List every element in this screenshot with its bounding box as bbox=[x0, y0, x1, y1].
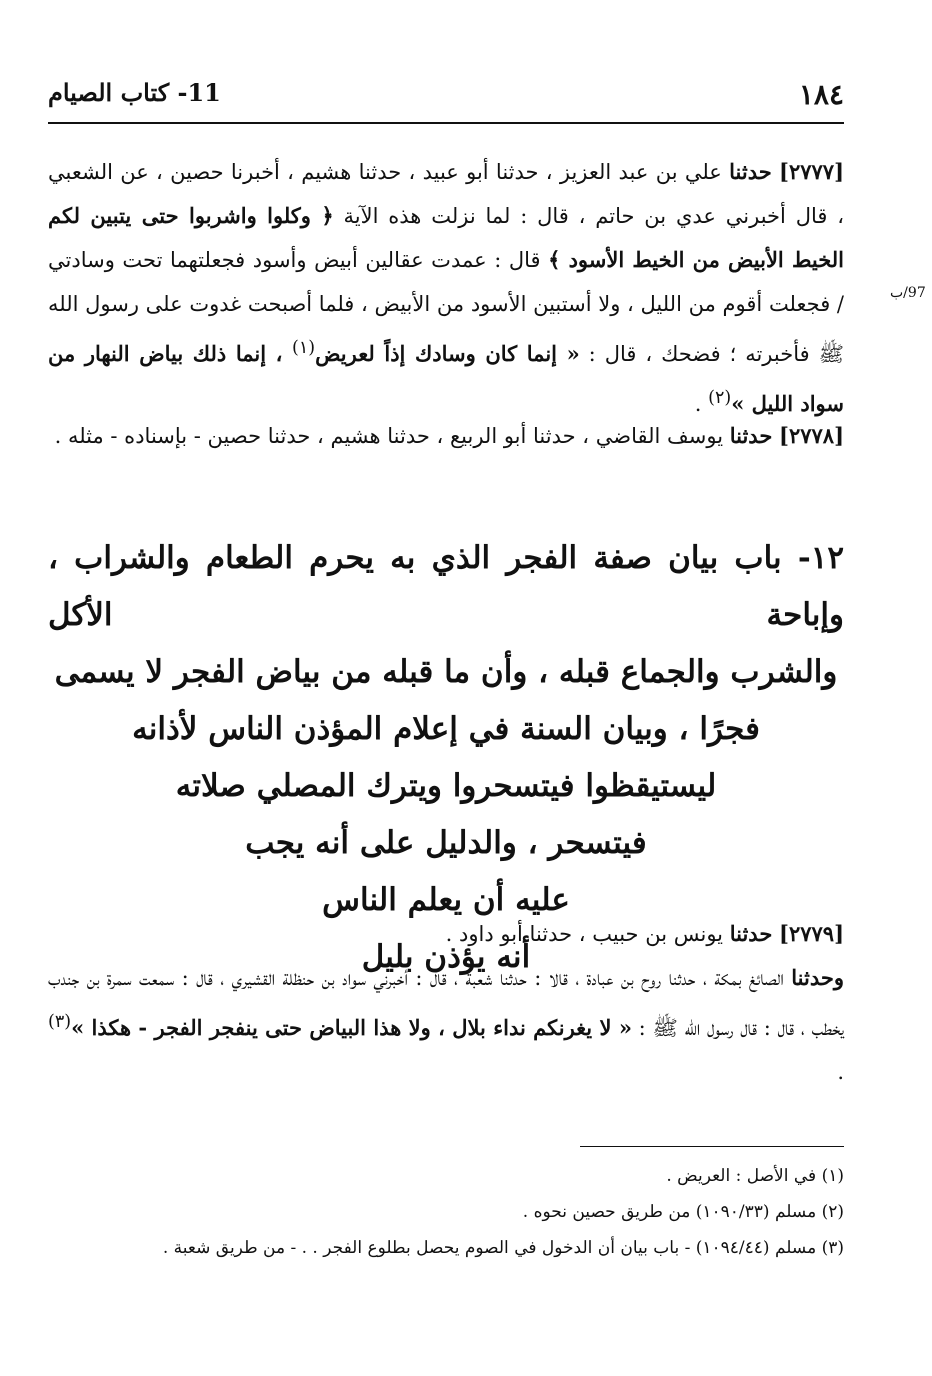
footnotes bbox=[48, 1158, 844, 1266]
footnote-ref-2: (٢) bbox=[708, 388, 732, 408]
chapter-heading-line: فيتسحر ، والدليل على أنه يجب bbox=[245, 825, 647, 861]
haddathana: حدثنا bbox=[729, 921, 773, 946]
chapter-heading-line: أنه يؤذن بليل bbox=[361, 939, 531, 975]
hadith-2777 bbox=[48, 150, 844, 426]
isnad-text: الصائغ بمكة ، حدثنا روح بن عبادة ، قالا : حدثنا شعبة ، قال : أخبرني سواد بن حنظلة القشيري ، قال : سمعت سمرة بن جندب يخطب ، قال : قال رسول الله ﷺ : bbox=[48, 966, 844, 1040]
hadith-text: يوسف القاضي ، حدثنا أبو الربيع ، حدثنا هشيم ، حدثنا حصين - بإسناده - مثله . bbox=[54, 424, 730, 448]
running-chapter-title: 11- كتاب الصيام bbox=[48, 78, 221, 107]
hadith-number: [٢٧٧٩] bbox=[779, 921, 844, 946]
margin-folio-note: 97/ب bbox=[890, 285, 926, 301]
header-rule bbox=[48, 122, 844, 124]
chapter-heading-line: فجرًا ، وبيان السنة في إعلام المؤذن الناس لأذانه bbox=[132, 711, 760, 747]
hadith-text: يونس بن حبيب ، حدثنا أبو داود . bbox=[445, 922, 730, 946]
prophetic-quote-cont: ، إنما ذلك بياض النهار من سواد الليل » bbox=[48, 341, 844, 416]
prophetic-quote: « لا يغرنكم نداء بلال ، ولا هذا البياض حتى ينفجر الفجر - هكذا » bbox=[71, 1015, 632, 1040]
matn-text: قال : عمدت عقالين أبيض وأسود فجعلتهما تحت وسادتي / فجعلت أقوم من الليل ، ولا أستبين الأسود من الأبيض ، فلما أصبحت غدوت على رسول الله ﷺ فأخبرته ؛ فضحك ، قال : bbox=[48, 248, 844, 366]
chapter-heading-line: ليستيقظوا فيتسحروا ويترك المصلي صلاته bbox=[175, 768, 717, 804]
hadith-number: [٢٧٧٧] bbox=[779, 159, 844, 184]
isnad-text: علي بن عبد العزيز ، حدثنا أبو عبيد ، حدثنا هشيم ، أخبرنا حصين ، عن الشعبي ، قال أخبرني عدي بن حاتم ، قال : لما نزلت هذه الآية bbox=[48, 160, 844, 228]
quranic-verse: ﴿ وكلوا واشربوا حتى يتبين لكم الخيط الأبيض من الخيط الأسود ﴾ bbox=[48, 203, 844, 272]
hadith-number: [٢٧٧٨] bbox=[779, 423, 844, 448]
page-number: ١٨٤ bbox=[798, 78, 844, 111]
wahaddathana: وحدثنا bbox=[791, 965, 844, 990]
hadith-2778 bbox=[48, 414, 844, 458]
chapter-heading-line: ١٢- باب بيان صفة الفجر الذي به يحرم الطعام والشراب ، وإباحة الأكل bbox=[48, 540, 844, 633]
chapter-heading-line: عليه أن يعلم الناس bbox=[322, 882, 570, 918]
footnote-rule bbox=[580, 1146, 844, 1147]
footnote-1: (١) في الأصل : العريض . bbox=[666, 1166, 844, 1186]
haddathana: حدثنا bbox=[729, 159, 772, 184]
chapter-heading-line: والشرب والجماع قبله ، وأن ما قبله من بياض الفجر لا يسمى bbox=[54, 654, 838, 690]
hadith-2779 bbox=[48, 912, 844, 1094]
footnote-ref-3: (٣) bbox=[48, 1012, 72, 1032]
sentence-end: . bbox=[694, 392, 709, 416]
prophetic-quote: « إنما كان وسادك إذاً لعريض bbox=[315, 341, 580, 366]
sentence-end: . bbox=[837, 1060, 844, 1084]
footnote-ref-1: (١) bbox=[292, 338, 316, 358]
footnote-2: (٢) مسلم (١٠٩٠/٣٣) من طريق حصين نحوه . bbox=[522, 1202, 844, 1222]
page-header bbox=[48, 72, 844, 116]
haddathana: حدثنا bbox=[729, 423, 773, 448]
footnote-3: (٣) مسلم (١٠٩٤/٤٤) - باب بيان أن الدخول في الصوم يحصل بطلوع الفجر . . - من طريق شعبة . bbox=[162, 1238, 844, 1258]
